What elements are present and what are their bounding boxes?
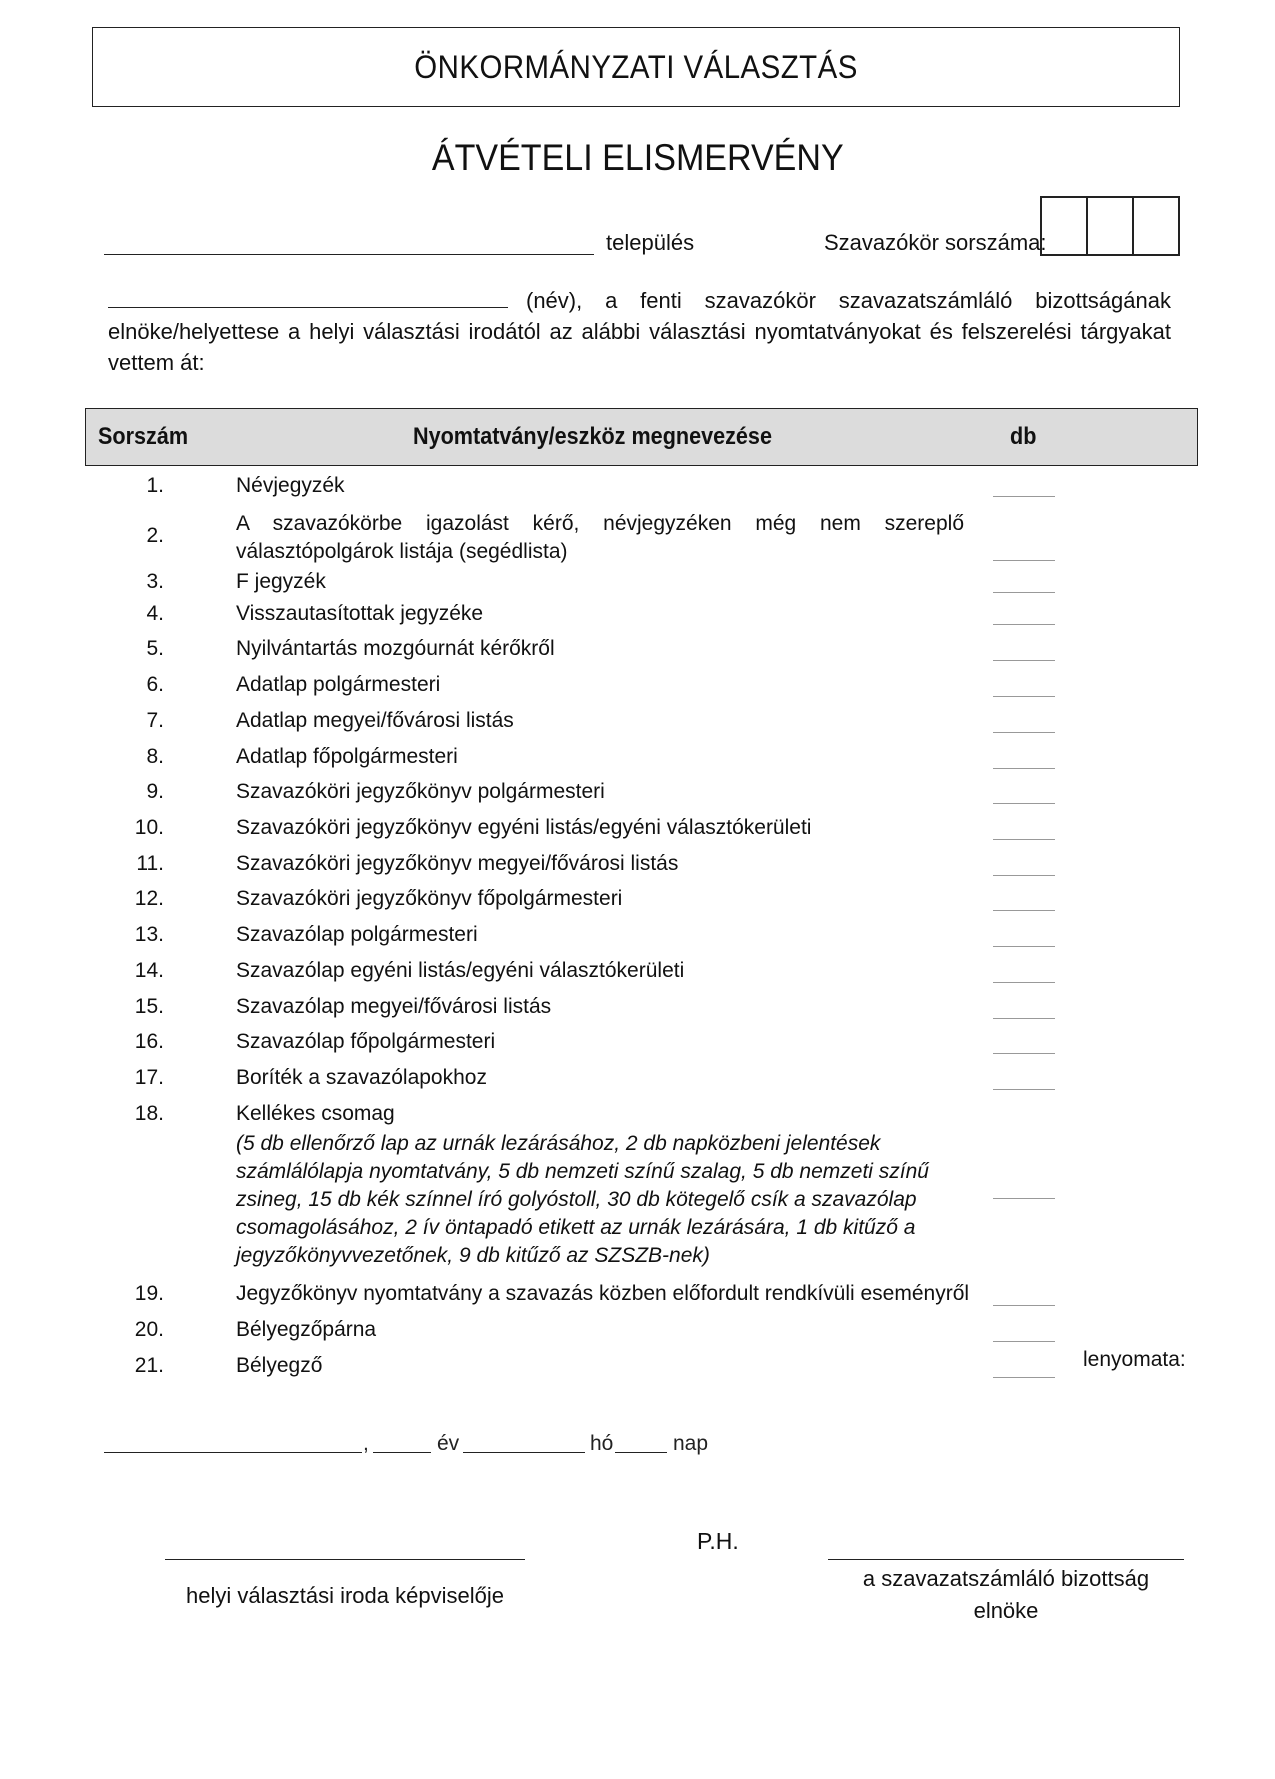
table-row-number: 14. <box>134 959 164 982</box>
table-row-name: Szavazólap polgármesteri <box>236 923 478 946</box>
table-row-number: 20. <box>134 1318 164 1341</box>
column-header-name: Nyomtatvány/eszköz megnevezése <box>413 423 772 450</box>
district-number-boxes[interactable] <box>1040 196 1180 256</box>
table-row-number: 18. <box>134 1102 164 1125</box>
column-header-qty: db <box>1010 423 1037 450</box>
document-title: ÖNKORMÁNYZATI VÁLASZTÁS <box>414 48 858 85</box>
settlement-label: település <box>606 230 695 255</box>
table-row-name: Szavazóköri jegyzőkönyv megyei/fővárosi listás <box>236 852 679 875</box>
table-row-qty-field[interactable] <box>993 982 1055 983</box>
table-row-qty-field[interactable] <box>993 946 1055 947</box>
date-month-label: hó <box>590 1432 614 1455</box>
table-row-number: 12. <box>134 887 164 910</box>
table-row-name: Boríték a szavazólapokhoz <box>236 1066 487 1089</box>
document-subtitle-text: ÁTVÉTELI ELISMERVÉNY <box>431 137 844 178</box>
table-row-number: 11. <box>136 852 164 875</box>
right-signature-label-1: a szavazatszámláló bizottság <box>862 1566 1150 1591</box>
table-row-name: Szavazóköri jegyzőkönyv egyéni listás/egyéni választókerületi <box>236 816 812 839</box>
date-day-line[interactable] <box>615 1452 667 1453</box>
table-row-number: 10. <box>134 816 164 839</box>
table-row-number: 16. <box>134 1030 164 1053</box>
table-row-name: Szavazóköri jegyzőkönyv főpolgármesteri <box>236 887 623 910</box>
table-row-name: Szavazólap egyéni listás/egyéni választókerületi <box>236 959 685 982</box>
table-row-note-line: számlálólapja nyomtatvány, 5 db nemzeti színű szalag, 5 db nemzeti színű <box>236 1160 929 1183</box>
table-row-name: Szavazóköri jegyzőkönyv polgármesteri <box>236 780 605 803</box>
table-row-qty-field[interactable] <box>993 496 1055 497</box>
date-month-line[interactable] <box>463 1452 585 1453</box>
table-row-qty-field[interactable] <box>993 1305 1055 1306</box>
table-row-number: 8. <box>146 745 164 768</box>
table-row-name: Visszautasítottak jegyzéke <box>236 602 484 625</box>
table-row-qty-field[interactable] <box>993 1198 1055 1199</box>
date-day-label: nap <box>673 1432 709 1455</box>
table-row-name-line-1: A szavazókörbe igazolást kérő, névjegyzéken még nem szereplő <box>236 512 964 535</box>
table-row-qty-field[interactable] <box>993 624 1055 625</box>
table-header <box>85 408 1198 466</box>
table-row-qty-field[interactable] <box>993 803 1055 804</box>
table-row-qty-field[interactable] <box>993 592 1055 593</box>
table-row-qty-field[interactable] <box>993 1089 1055 1090</box>
table-row-name: Bélyegzőpárna <box>236 1318 377 1341</box>
table-row-name: Jegyzőkönyv nyomtatvány a szavazás közben előfordult rendkívüli eseményről <box>236 1282 970 1305</box>
table-row-name: Adatlap megyei/fővárosi listás <box>236 709 514 732</box>
column-header-number: Sorszám <box>98 423 189 450</box>
stamp-imprint-label: lenyomata: <box>1083 1348 1186 1371</box>
date-year-line[interactable] <box>373 1452 431 1453</box>
table-row-name: Szavazólap megyei/fővárosi listás <box>236 995 552 1018</box>
district-number-label: Szavazókör sorszáma: <box>824 230 1047 255</box>
table-row-qty-field[interactable] <box>993 1018 1055 1019</box>
right-signature-label-2: elnöke <box>973 1598 1039 1623</box>
table-row-note-line: jegyzőkönyvvezetőnek, 9 db kitűző az SZSZB-nek) <box>236 1244 710 1267</box>
table-row-number: 9. <box>146 780 164 803</box>
table-row-name: Névjegyzék <box>236 474 345 497</box>
document-subtitle <box>0 137 1275 179</box>
table-row-qty-field[interactable] <box>993 1341 1055 1342</box>
table-row-number: 1. <box>146 474 164 497</box>
table-row-name: Kellékes csomag <box>236 1102 395 1125</box>
left-signature-line[interactable] <box>165 1559 525 1560</box>
table-row-number: 15. <box>134 995 164 1018</box>
right-signature-line[interactable] <box>828 1559 1184 1560</box>
table-row-name-line-2: választópolgárok listája (segédlista) <box>236 540 568 563</box>
table-row-number: 4. <box>146 602 164 625</box>
district-digit-box[interactable] <box>1042 198 1088 254</box>
table-row-name: F jegyzék <box>236 570 326 593</box>
table-row-note-line: csomagolásához, 2 ív öntapadó etikett az urnák lezárására, 1 db kitűző a <box>236 1216 916 1239</box>
date-year-label: év <box>437 1432 460 1455</box>
table-row-qty-field[interactable] <box>993 560 1055 561</box>
table-row-number: 19. <box>134 1282 164 1305</box>
table-row-number: 13. <box>134 923 164 946</box>
table-row-number: 2. <box>146 524 164 547</box>
table-row-qty-field[interactable] <box>993 875 1055 876</box>
table-row-note-line: zsineg, 15 db kék színnel író golyóstoll, 30 db kötegelő csík a szavazólap <box>236 1188 917 1211</box>
table-row-qty-field[interactable] <box>993 839 1055 840</box>
table-row-number: 17. <box>134 1066 164 1089</box>
table-row-qty-field[interactable] <box>993 660 1055 661</box>
name-input-line[interactable] <box>108 307 508 308</box>
table-row-qty-field[interactable] <box>993 696 1055 697</box>
table-row-number: 21. <box>134 1354 164 1377</box>
settlement-input-line[interactable] <box>104 254 594 255</box>
table-row-qty-field[interactable] <box>993 1053 1055 1054</box>
declaration-line-3: vettem át: <box>108 350 205 375</box>
table-row-number: 7. <box>146 709 164 732</box>
table-row-name: Nyilvántartás mozgóurnát kérőkről <box>236 637 555 660</box>
table-row-name: Adatlap főpolgármesteri <box>236 745 458 768</box>
table-row-name: Adatlap polgármesteri <box>236 673 441 696</box>
table-row-qty-field[interactable] <box>993 768 1055 769</box>
table-row-name <box>236 510 964 566</box>
date-place-line[interactable] <box>104 1452 362 1453</box>
table-row-qty-field[interactable] <box>993 732 1055 733</box>
declaration-paragraph <box>108 285 1171 378</box>
table-row-note-line: (5 db ellenőrző lap az urnák lezárásához, 2 db napközbeni jelentések <box>236 1132 881 1155</box>
ph-stamp-mark: P.H. <box>697 1528 739 1554</box>
table-row-number: 5. <box>146 637 164 660</box>
table-row-qty-field[interactable] <box>993 910 1055 911</box>
table-row-name: Szavazólap főpolgármesteri <box>236 1030 496 1053</box>
declaration-line-1: (név), a fenti szavazókör szavazatszámláló bizottságának <box>526 288 1171 313</box>
table-row-qty-field[interactable] <box>993 1377 1055 1378</box>
table-row-number: 6. <box>146 673 164 696</box>
date-comma: , <box>363 1432 369 1455</box>
header-title-box <box>92 27 1180 107</box>
district-digit-box[interactable] <box>1088 198 1134 254</box>
declaration-line-2: elnöke/helyettese a helyi választási irodától az alábbi választási nyomtatványokat és felszerelési tárgyakat <box>108 319 1171 344</box>
table-row-name: Bélyegző <box>236 1354 323 1377</box>
left-signature-label: helyi választási iroda képviselője <box>186 1583 504 1608</box>
district-digit-box[interactable] <box>1134 198 1178 254</box>
table-row-number: 3. <box>146 570 164 593</box>
